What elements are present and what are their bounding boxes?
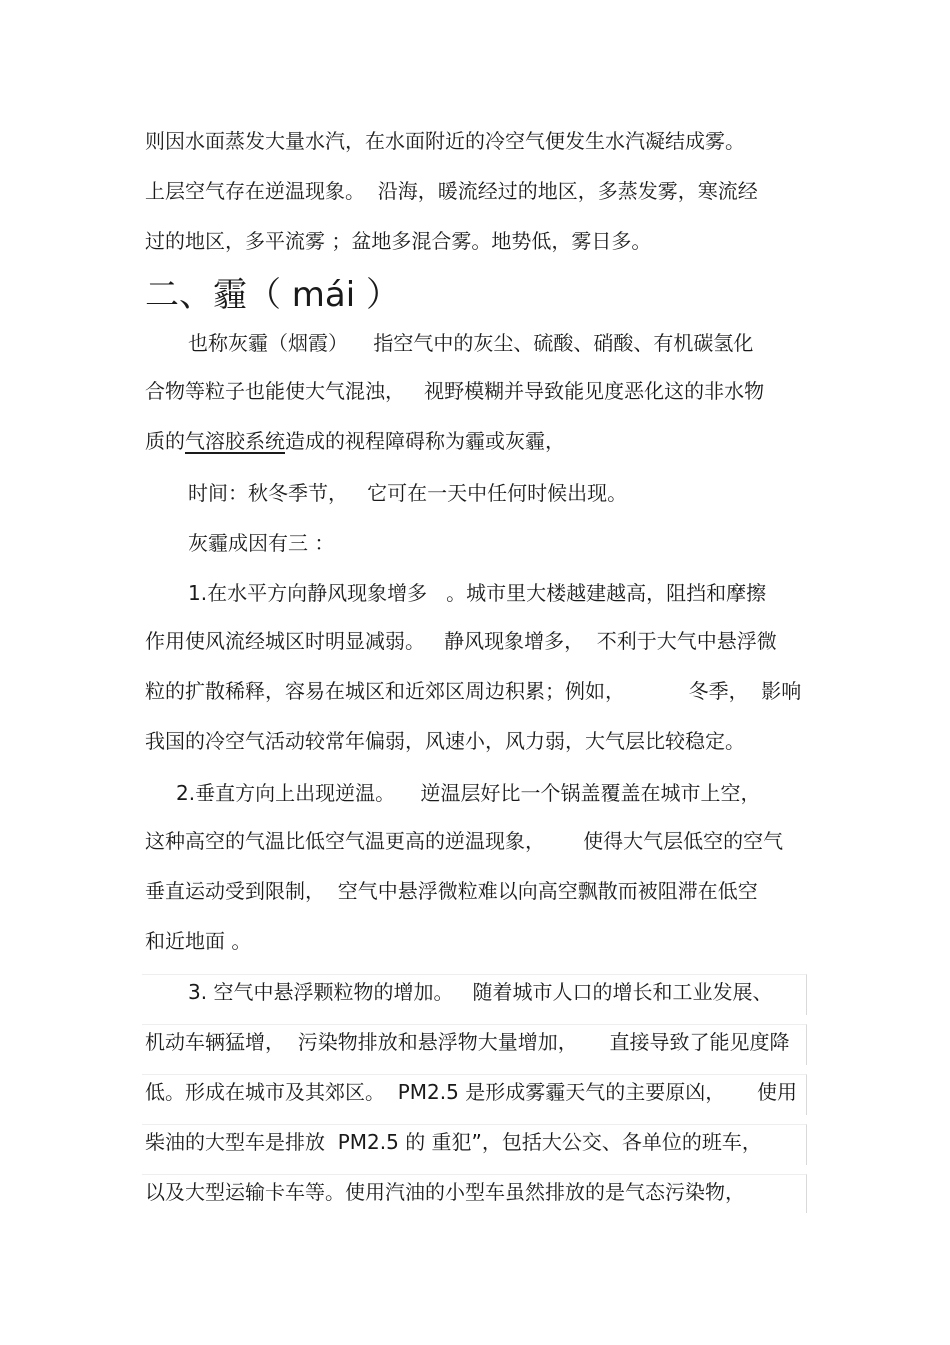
cause1-line: 我国的冷空气活动较常年偏弱，风速小，风力弱，大气层比较稳定。: [145, 729, 745, 753]
cause3-line: 以及大型运输卡车等。使用汽油的小型车虽然排放的是气态污染物，: [145, 1180, 745, 1204]
intro-line-1: 也称灰霾（烟霞） 指空气中的灰尘、硫酸、硝酸、有机碳氢化: [188, 331, 754, 355]
cause3-line: 3. 空气中悬浮颗粒物的增加。 随着城市人口的增长和工业发展、: [188, 980, 773, 1004]
cause3-box: [142, 1124, 807, 1165]
intro-line-3: [145, 428, 565, 454]
cause3-box: [142, 974, 807, 1015]
intro-text: 质的: [145, 429, 185, 453]
section-heading: 二、霾（ mái ）: [145, 275, 401, 315]
cause3-line: 柴油的大型车是排放 PM2.5 的 重犯”，包括大公交、各单位的班车，: [145, 1130, 762, 1154]
cause1-line: 粒的扩散稀释，容易在城区和近郊区周边积累；例如， 冬季， 影响: [145, 679, 802, 703]
cause3-box: [142, 1074, 807, 1115]
cause3-line: 低。形成在城市及其郊区。 PM2.5 是形成雾霾天气的主要原凶， 使用: [145, 1080, 797, 1104]
cause2-line: 这种高空的气温比低空气温更高的逆温现象， 使得大气层低空的空气: [145, 829, 784, 853]
intro-text: 造成的视程障碍称为霾或灰霾，: [285, 429, 565, 453]
cause1-line: 作用使风流经城区时明显减弱。 静风现象增多， 不利于大气中悬浮微: [145, 629, 777, 653]
cause2-line: 和近地面 。: [145, 929, 252, 953]
cause2-line: 2.垂直方向上出现逆温。 逆温层好比一个锅盖覆盖在城市上空，: [176, 781, 761, 805]
cause3-line: 机动车辆猛增， 污染物排放和悬浮物大量增加， 直接导致了能见度降: [145, 1030, 790, 1054]
causes-title: 灰霾成因有三 ：: [188, 531, 335, 555]
cause3-box: [142, 1024, 807, 1065]
paragraph-line: 过的地区，多平流雾 ；盆地多混合雾。地势低，雾日多。: [145, 229, 652, 253]
time-line: 时间：秋冬季节， 它可在一天中任何时候出现。: [188, 481, 628, 505]
paragraph-line: 则因水面蒸发大量水汽，在水面附近的冷空气便发生水汽凝结成雾。: [145, 129, 745, 153]
cause1-line: 1.在水平方向静风现象增多 。城市里大楼越建越高，阻挡和摩擦: [188, 581, 767, 605]
cause3-box: [142, 1174, 807, 1213]
paragraph-line: 上层空气存在逆温现象。 沿海，暖流经过的地区，多蒸发雾，寒流经: [145, 179, 758, 203]
cause2-line: 垂直运动受到限制， 空气中悬浮微粒难以向高空飘散而被阻滞在低空: [145, 879, 758, 903]
aerosol-link[interactable]: 气溶胶系统: [185, 429, 285, 453]
intro-line-2: 合物等粒子也能使大气混浊， 视野模糊并导致能见度恶化这的非水物: [145, 379, 765, 403]
